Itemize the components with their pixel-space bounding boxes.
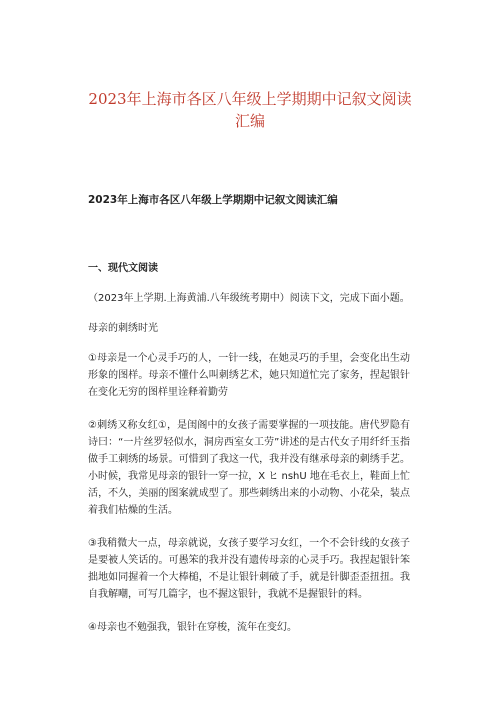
paragraph-2: ②刺绣又称女红①，是闺阁中的女孩子需要掌握的一项技能。唐代罗隐有诗曰：“一片丝罗轻似水，洞房西室女工劳”讲述的是古代女子用纤纤玉指做手工刺绣的场景。可惜到了我这一代，我并没有继承母亲的刺绣手艺。小时候，我常见母亲的银针一穿一拉，X ヒ nshU 地在毛衣上，鞋面上忙活，不久，美丽的图案就成型了。那些刺绣出来的小动物、小花朵，装点着我们枯燥的生活。	[88, 420, 410, 516]
document-title	[60, 88, 440, 132]
paragraph-4: ④母亲也不勉强我，银针在穿梭，流年在变幻。	[88, 622, 297, 633]
document-subtitle: 2023年上海市各区八年级上学期期中记叙文阅读汇编	[88, 194, 338, 206]
title-line-1: 2023年上海市各区八年级上学期期中记叙文阅读	[88, 90, 412, 108]
document-body	[88, 192, 410, 649]
article-title: 母亲的刺绣时光	[88, 323, 158, 334]
title-line-2: 汇编	[234, 112, 265, 130]
paragraph-3: ③我稍微大一点，母亲就说，女孩子要学习女红，一个不会针线的女孩子是要被人笑话的。可愚笨的我并没有遗传母亲的心灵手巧。我捏起银针笨拙地如同握着一个大棒槌，不是让银针刺破了手，就是针脚歪歪扭扭。我自我解嘲，可写几篇字，也不握这银针，我就不是握银针的料。	[88, 538, 410, 600]
section-heading: 一、现代文阅读	[88, 263, 158, 274]
paragraph-1: ①母亲是一个心灵手巧的人，一针一线，在她灵巧的手里，会变化出生动形象的图样。母亲不懂什么叫刺绣艺术，她只知道忙完了家务，捏起银针在变化无穷的图样里诠释着勤劳	[88, 353, 410, 398]
source-note: （2023年上学期.上海黄浦.八年级统考期中）阅读下文，完成下面小题。	[88, 293, 410, 304]
